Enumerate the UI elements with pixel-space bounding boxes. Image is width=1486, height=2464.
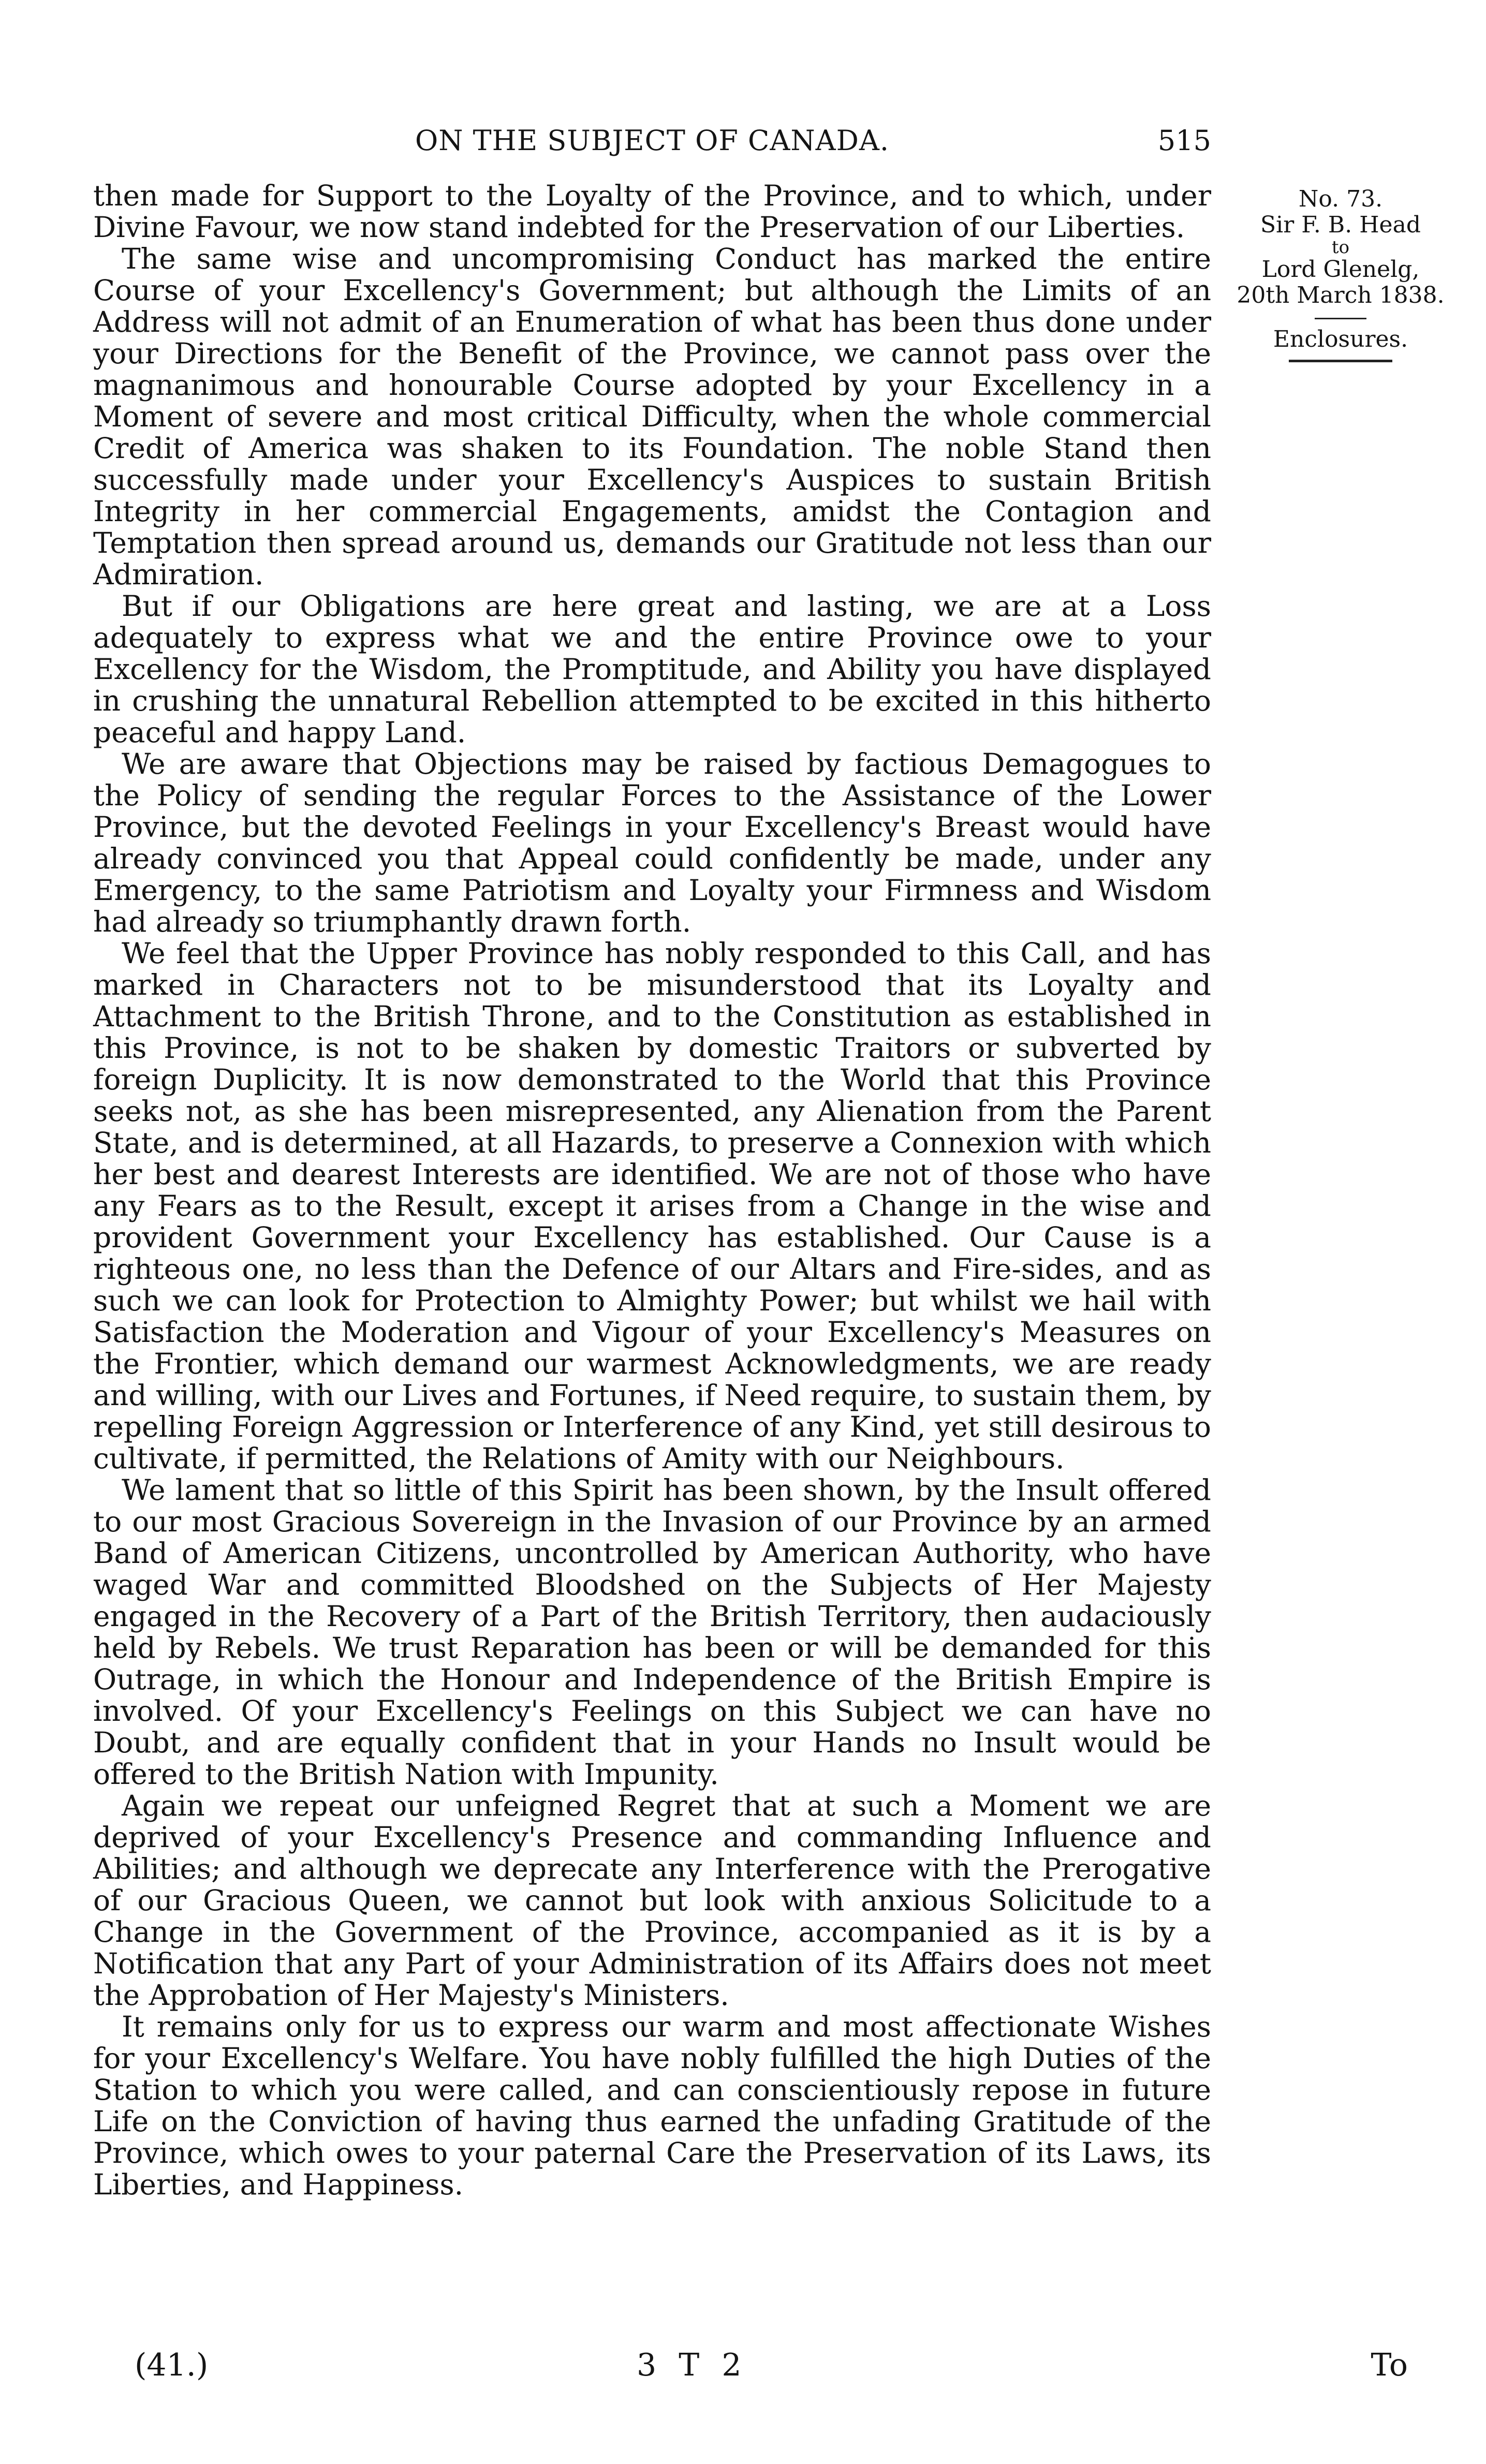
margin-note bbox=[1232, 186, 1449, 362]
page-footer bbox=[93, 2344, 1408, 2386]
paragraph-2: The same wise and uncompromising Conduct has marked the entire Course of your Excellency's Government; but although the Limits of an Address will not admit of an Enumeration of what has been thus done under your Directions for the Benefit of the Province, we cannot pass over the magnanimous and honourable Course adopted by your Excellency in a Moment of severe and most critical Difficulty, when the whole commercial Credit of America was shaken to its Foundation. The noble Stand then successfully made under your Excellency's Auspices to sustain British Integrity in her commercial Engagements, amidst the Contagion and Temptation then spread around us, demands our Gratitude not less than our Admiration. bbox=[93, 242, 1211, 591]
margin-rule bbox=[1289, 360, 1392, 362]
paragraph-6: We lament that so little of this Spirit has been shown, by the Insult offered to our most Gracious Sovereign in the Invasion of our Province by an armed Band of American Citizens, uncontrolled by American Authority, who have waged War and committed Bloodshed on the Subjects of Her Majesty engaged in the Recovery of a Part of the British Territory, then audaciously held by Rebels. We trust Reparation has been or will be demanded for this Outrage, in which the Honour and Independence of the British Empire is involved. Of your Excellency's Feelings on this Subject we can have no Doubt, and are equally confident that in your Hands no Insult would be offered to the British Nation with Impunity. bbox=[93, 1473, 1211, 1791]
signature-mark: 3 T 2 bbox=[637, 2347, 748, 2383]
document-section: Enclosures. bbox=[1273, 326, 1408, 352]
catchword: To bbox=[1371, 2347, 1408, 2383]
document-recipient: Lord Glenelg, bbox=[1261, 256, 1420, 283]
margin-divider bbox=[1315, 318, 1366, 319]
document-author: Sir F. B. Head bbox=[1260, 212, 1421, 238]
document-number: No. 73. bbox=[1298, 186, 1383, 212]
paragraph-7: Again we repeat our unfeigned Regret that at such a Moment we are deprived of your Excellency's Presence and commanding Influence and Abilities; and although we deprecate any Interference with the Prerogative of our Gracious Queen, we cannot but look with anxious Solicitude to a Change in the Government of the Province, accompanied as it is by a Notification that any Part of your Administration of its Affairs does not meet the Approbation of Her Majesty's Ministers. bbox=[93, 1789, 1211, 2012]
paragraph-8: It remains only for us to express our warm and most affectionate Wishes for your Excellency's Welfare. You have nobly fulfilled the high Duties of the Station to which you were called, and can conscientiously repose in future Life on the Conviction of having thus earned the unfading Gratitude of the Province, which owes to your paternal Care the Preservation of its Laws, its Liberties, and Happiness. bbox=[93, 2010, 1211, 2201]
page-header bbox=[93, 120, 1211, 161]
paragraph-4: We are aware that Objections may be raised by factious Demagogues to the Policy of sending the regular Forces to the Assistance of the Lower Province, but the devoted Feelings in your Excellency's Breast would have already convinced you that Appeal could confidently be made, under any Emergency, to the same Patriotism and Loyalty your Firmness and Wisdom had already so triumphantly drawn forth. bbox=[93, 747, 1211, 938]
paragraph-5: We feel that the Upper Province has nobly responded to this Call, and has marked in Characters not to be misunderstood that its Loyalty and Attachment to the British Throne, and to the Constitution as established in this Province, is not to be shaken by domestic Traitors or subverted by foreign Duplicity. It is now demonstrated to the World that this Province seeks not, as she has been misrepresented, any Alienation from the Parent State, and is determined, at all Hazards, to preserve a Connexion with which her best and dearest Interests are identified. We are not of those who have any Fears as to the Result, except it arises from a Change in the wise and provident Government your Excellency has established. Our Cause is a righteous one, no less than the Defence of our Altars and Fire-sides, and as such we can look for Protection to Almighty Power; but whilst we hail with Satisfaction the Moderation and Vigour of your Excellency's Measures on the Frontier, which demand our warmest Acknowledgments, we are ready and willing, with our Lives and Fortunes, if Need require, to sustain them, by repelling Foreign Aggression or Interference of any Kind, yet still desirous to cultivate, if permitted, the Relations of Amity with our Neighbours. bbox=[93, 937, 1211, 1475]
document-to: to bbox=[1331, 237, 1350, 258]
paragraph-1: then made for Support to the Loyalty of the Province, and to which, under Divine Favour, we now stand indebted for the Preservation of our Liberties. bbox=[93, 179, 1211, 244]
paper-number: (41.) bbox=[135, 2347, 209, 2383]
body-text bbox=[93, 180, 1211, 2201]
page-number: 515 bbox=[1157, 124, 1211, 157]
running-title: ON THE SUBJECT OF CANADA. bbox=[415, 124, 890, 157]
document-date: 20th March 1838. bbox=[1237, 282, 1445, 308]
paragraph-3: But if our Obligations are here great and lasting, we are at a Loss adequately to express what we and the entire Province owe to your Excellency for the Wisdom, the Promptitude, and Ability you have displayed in crushing the unnatural Rebellion attempted to be excited in this hitherto peaceful and happy Land. bbox=[93, 589, 1211, 749]
